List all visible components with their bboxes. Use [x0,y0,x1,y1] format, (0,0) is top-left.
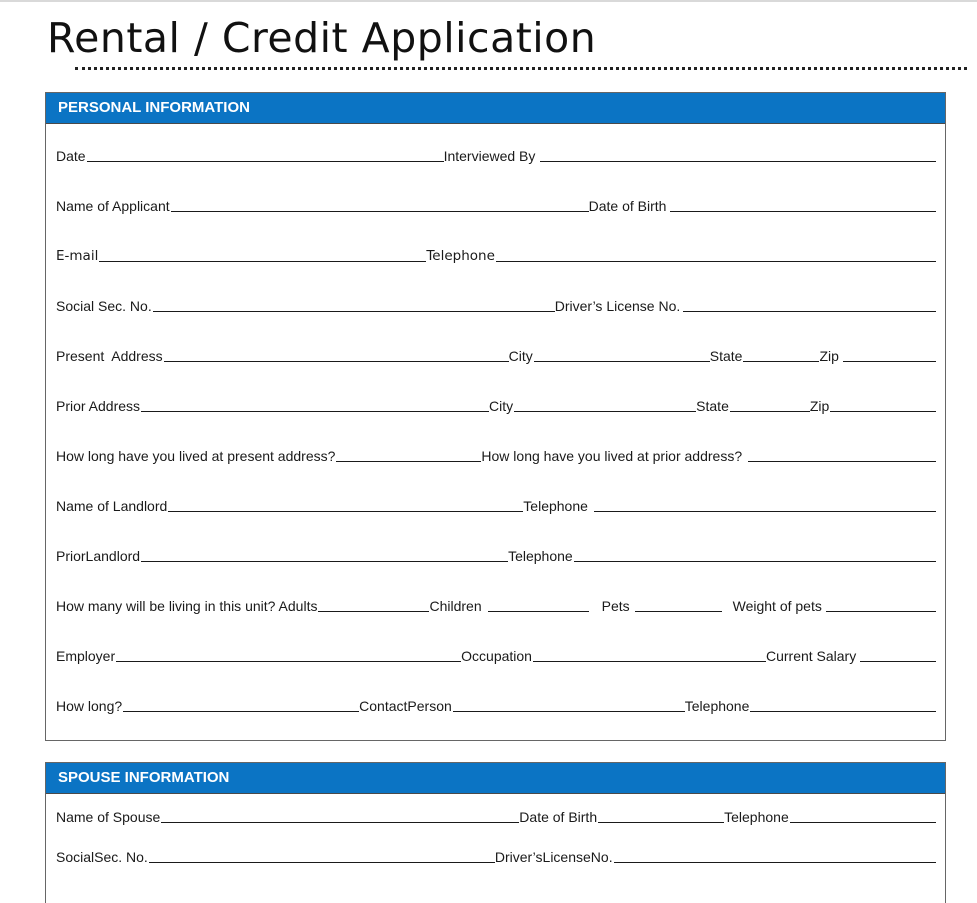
current-salary-field[interactable] [860,661,936,662]
adults-label: How many will be living in this unit? Adults [56,598,318,614]
occupation-label: Occupation [461,648,532,664]
prior-address-field[interactable] [141,411,489,412]
landlord-name-field[interactable] [168,511,523,512]
form-row-prior-address [56,398,936,414]
adults-field[interactable] [318,611,429,612]
present-address-label: Present Address [56,348,163,364]
prior-landlord-telephone-label: Telephone [508,548,573,564]
landlord-telephone-label: Telephone [523,498,588,514]
prior-duration-field[interactable] [748,461,936,462]
form-row-occupants [56,598,936,614]
spouse-telephone-label: Telephone [724,809,789,825]
telephone-label: Telephone [426,248,495,264]
pets-label: Pets [601,598,630,614]
form-row-email [56,248,936,264]
form-row-present-address [56,348,936,364]
present-state-label: State [709,348,743,364]
prior-landlord-label: PriorLandlord [56,548,141,564]
email-label: E-mail [56,248,99,264]
drivers-license-label: Driver’s License No. [554,298,681,314]
form-row-applicant [56,198,936,214]
applicant-name-field[interactable] [171,211,589,212]
present-state-field[interactable] [743,361,819,362]
spouse-drivers-license-label: Driver’sLicenseNo. [494,849,613,865]
applicant-name-label: Name of Applicant [56,198,170,214]
prior-city-label: City [489,398,514,414]
employer-label: Employer [56,648,116,664]
spouse-date-of-birth-field[interactable] [598,822,724,823]
form-row-spouse-name [56,809,936,825]
date-of-birth-field[interactable] [670,211,936,212]
prior-landlord-field[interactable] [141,561,508,562]
prior-zip-label: Zip [809,398,830,414]
spouse-name-field[interactable] [161,822,519,823]
weight-of-pets-field[interactable] [826,611,936,612]
present-zip-label: Zip [819,348,839,364]
pets-field[interactable] [635,611,722,612]
children-label: Children [429,598,482,614]
spouse-date-of-birth-label: Date of Birth [519,809,598,825]
present-duration-label: How long have you lived at present address? [56,448,336,464]
weight-of-pets-label: Weight of pets [732,598,822,614]
current-salary-label: Current Salary [765,648,857,664]
drivers-license-field[interactable] [683,311,936,312]
spouse-social-security-label: SocialSec. No. [56,849,148,865]
date-field[interactable] [87,161,444,162]
form-row-employment [56,648,936,664]
employer-telephone-field[interactable] [750,711,936,712]
form-row-ssn [56,298,936,314]
social-security-label: Social Sec. No. [56,298,152,314]
personal-information-section [45,92,946,741]
interviewed-by-label: Interviewed By [443,148,536,164]
present-duration-field[interactable] [336,461,481,462]
present-address-field[interactable] [164,361,509,362]
spouse-information-header: SPOUSE INFORMATION [46,763,945,794]
social-security-field[interactable] [153,311,555,312]
prior-duration-label: How long have you lived at prior address? [481,448,743,464]
employment-duration-label: How long? [56,698,123,714]
spouse-information-section [45,762,946,903]
contact-person-label: ContactPerson [359,698,452,714]
form-row-date [56,148,936,164]
email-field[interactable] [99,261,426,262]
form-row-spouse-ids [56,849,936,865]
spouse-telephone-field[interactable] [790,822,936,823]
landlord-name-label: Name of Landlord [56,498,168,514]
prior-state-label: State [696,398,729,414]
date-label: Date [56,148,86,164]
contact-person-field[interactable] [453,711,685,712]
occupation-field[interactable] [533,661,766,662]
employer-field[interactable] [116,661,461,662]
employer-telephone-label: Telephone [684,698,750,714]
employment-duration-field[interactable] [123,711,359,712]
present-city-field[interactable] [534,361,710,362]
spouse-social-security-field[interactable] [149,862,495,863]
interviewed-by-field[interactable] [540,161,936,162]
prior-zip-field[interactable] [830,411,936,412]
title-dotted-rule [75,67,967,70]
present-city-label: City [508,348,533,364]
prior-state-field[interactable] [730,411,810,412]
spouse-name-label: Name of Spouse [56,809,161,825]
prior-landlord-telephone-field[interactable] [574,561,936,562]
top-divider [0,0,977,2]
personal-information-header: PERSONAL INFORMATION [46,93,945,124]
prior-city-field[interactable] [514,411,696,412]
spouse-drivers-license-field[interactable] [614,862,936,863]
prior-address-label: Prior Address [56,398,141,414]
landlord-telephone-field[interactable] [594,511,936,512]
page-title: Rental / Credit Application [47,14,597,62]
present-zip-field[interactable] [843,361,936,362]
telephone-field[interactable] [496,261,936,262]
form-row-prior-landlord [56,548,936,564]
date-of-birth-label: Date of Birth [588,198,667,214]
children-field[interactable] [488,611,589,612]
form-row-employment-contact [56,698,936,714]
form-row-landlord [56,498,936,514]
form-row-residence-duration [56,448,936,464]
